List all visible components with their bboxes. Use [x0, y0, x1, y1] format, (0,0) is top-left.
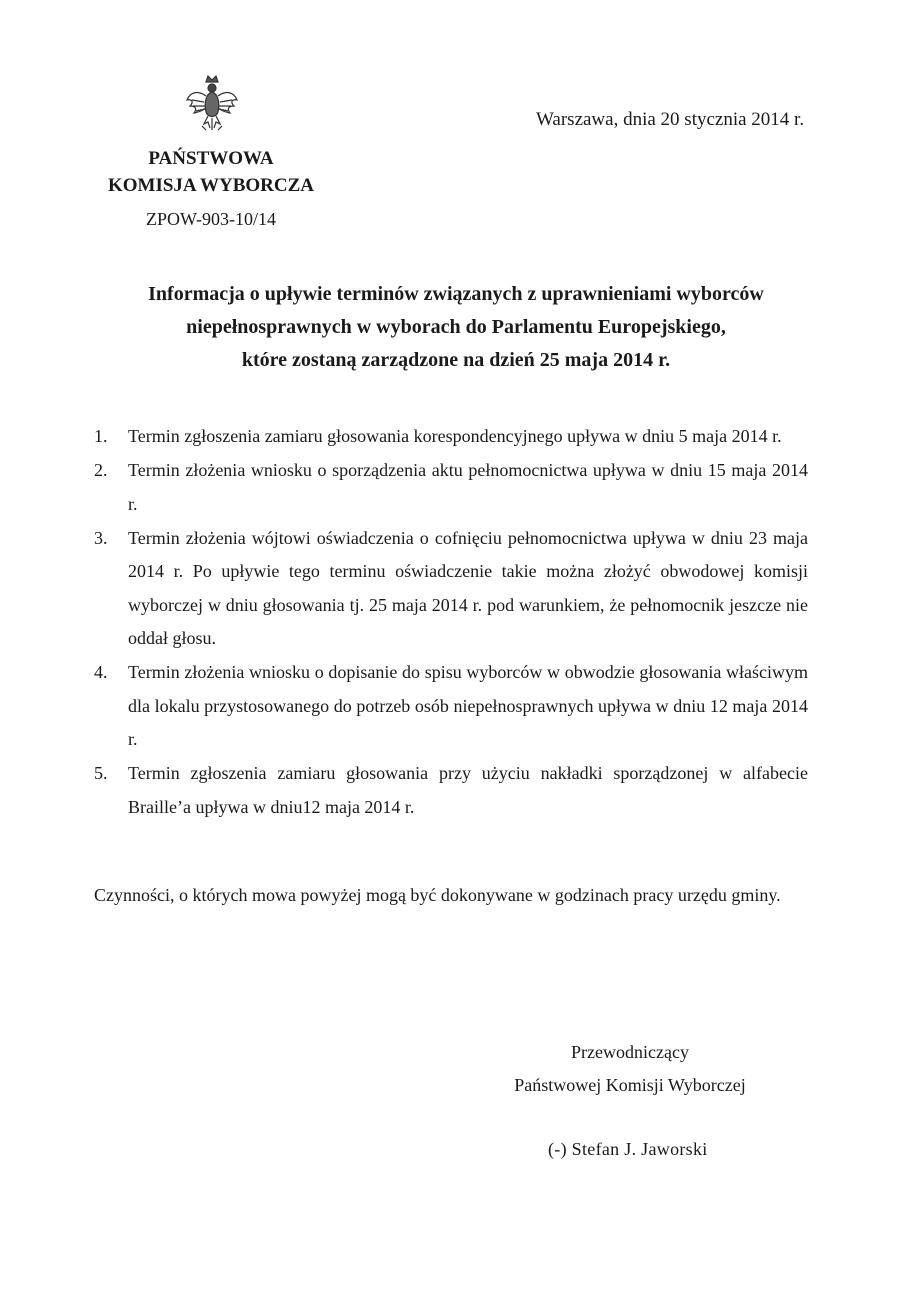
document-title: [90, 278, 822, 377]
deadline-item: [94, 454, 808, 521]
item-number: 1.: [94, 426, 108, 446]
item-text: Termin zgłoszenia zamiaru głosowania korespondencyjnego upływa w dniu 5 maja 2014 r.: [128, 426, 782, 446]
item-number: 4.: [94, 662, 108, 682]
polish-eagle-emblem-icon: [184, 72, 240, 134]
title-line-2: niepełnosprawnych w wyborach do Parlamentu Europejskiego,: [186, 316, 726, 338]
deadline-item: [94, 656, 808, 757]
item-number: 2.: [94, 460, 108, 480]
closing-paragraph: Czynności, o których mowa powyżej mogą być dokonywane w godzinach pracy urzędu gminy.: [94, 885, 781, 905]
institution-name-line-2: KOMISJA WYBORCZA: [107, 175, 315, 196]
title-line-1: Informacja o upływie terminów związanych z uprawnieniami wyborców: [148, 283, 764, 305]
signatory-title-line-1: Przewodniczący: [571, 1042, 689, 1062]
deadline-item: [94, 420, 808, 454]
institution-name-line-1: PAŃSTWOWA: [148, 148, 274, 169]
deadline-item: [94, 757, 808, 824]
document-date: Warszawa, dnia 20 stycznia 2014 r.: [536, 109, 805, 130]
item-text: Termin złożenia wniosku o dopisanie do spisu wyborców w obwodzie głosowania właściwym dla lokalu przystosowanego do potrzeb osób niepełnosprawnych upływa w dniu 12 maja 2014 r.: [128, 662, 808, 749]
item-text: Termin zgłoszenia zamiaru głosowania przy użyciu nakładki sporządzonej w alfabecie Braille’a upływa w dniu12 maja 2014 r.: [128, 763, 808, 817]
item-text: Termin złożenia wniosku o sporządzenia aktu pełnomocnictwa upływa w dniu 15 maja 2014 r.: [128, 460, 808, 514]
title-line-3: które zostaną zarządzone na dzień 25 maja 2014 r.: [241, 349, 671, 371]
institution-name: [96, 145, 326, 199]
signatory-name: (-) Stefan J. Jaworski: [548, 1139, 708, 1159]
signatory-title-line-2: Państwowej Komisji Wyborczej: [514, 1075, 746, 1095]
signatory-title: [480, 1036, 780, 1102]
item-number: 3.: [94, 527, 108, 548]
deadline-item: [94, 522, 808, 656]
item-text: Termin złożenia wójtowi oświadczenia o cofnięciu pełnomocnictwa upływa w dniu 23 maja 2014 r. Po upływie tego terminu oświadczenie takie można złożyć obwodowej komisji wyborczej w dniu głosowania tj. 25 maja 2014 r. pod warunkiem, że pełnomocnik jeszcze nie oddał głosu.: [128, 527, 808, 648]
item-number: 5.: [94, 763, 108, 783]
deadline-list: [94, 420, 808, 825]
reference-number: ZPOW-903-10/14: [146, 209, 276, 229]
